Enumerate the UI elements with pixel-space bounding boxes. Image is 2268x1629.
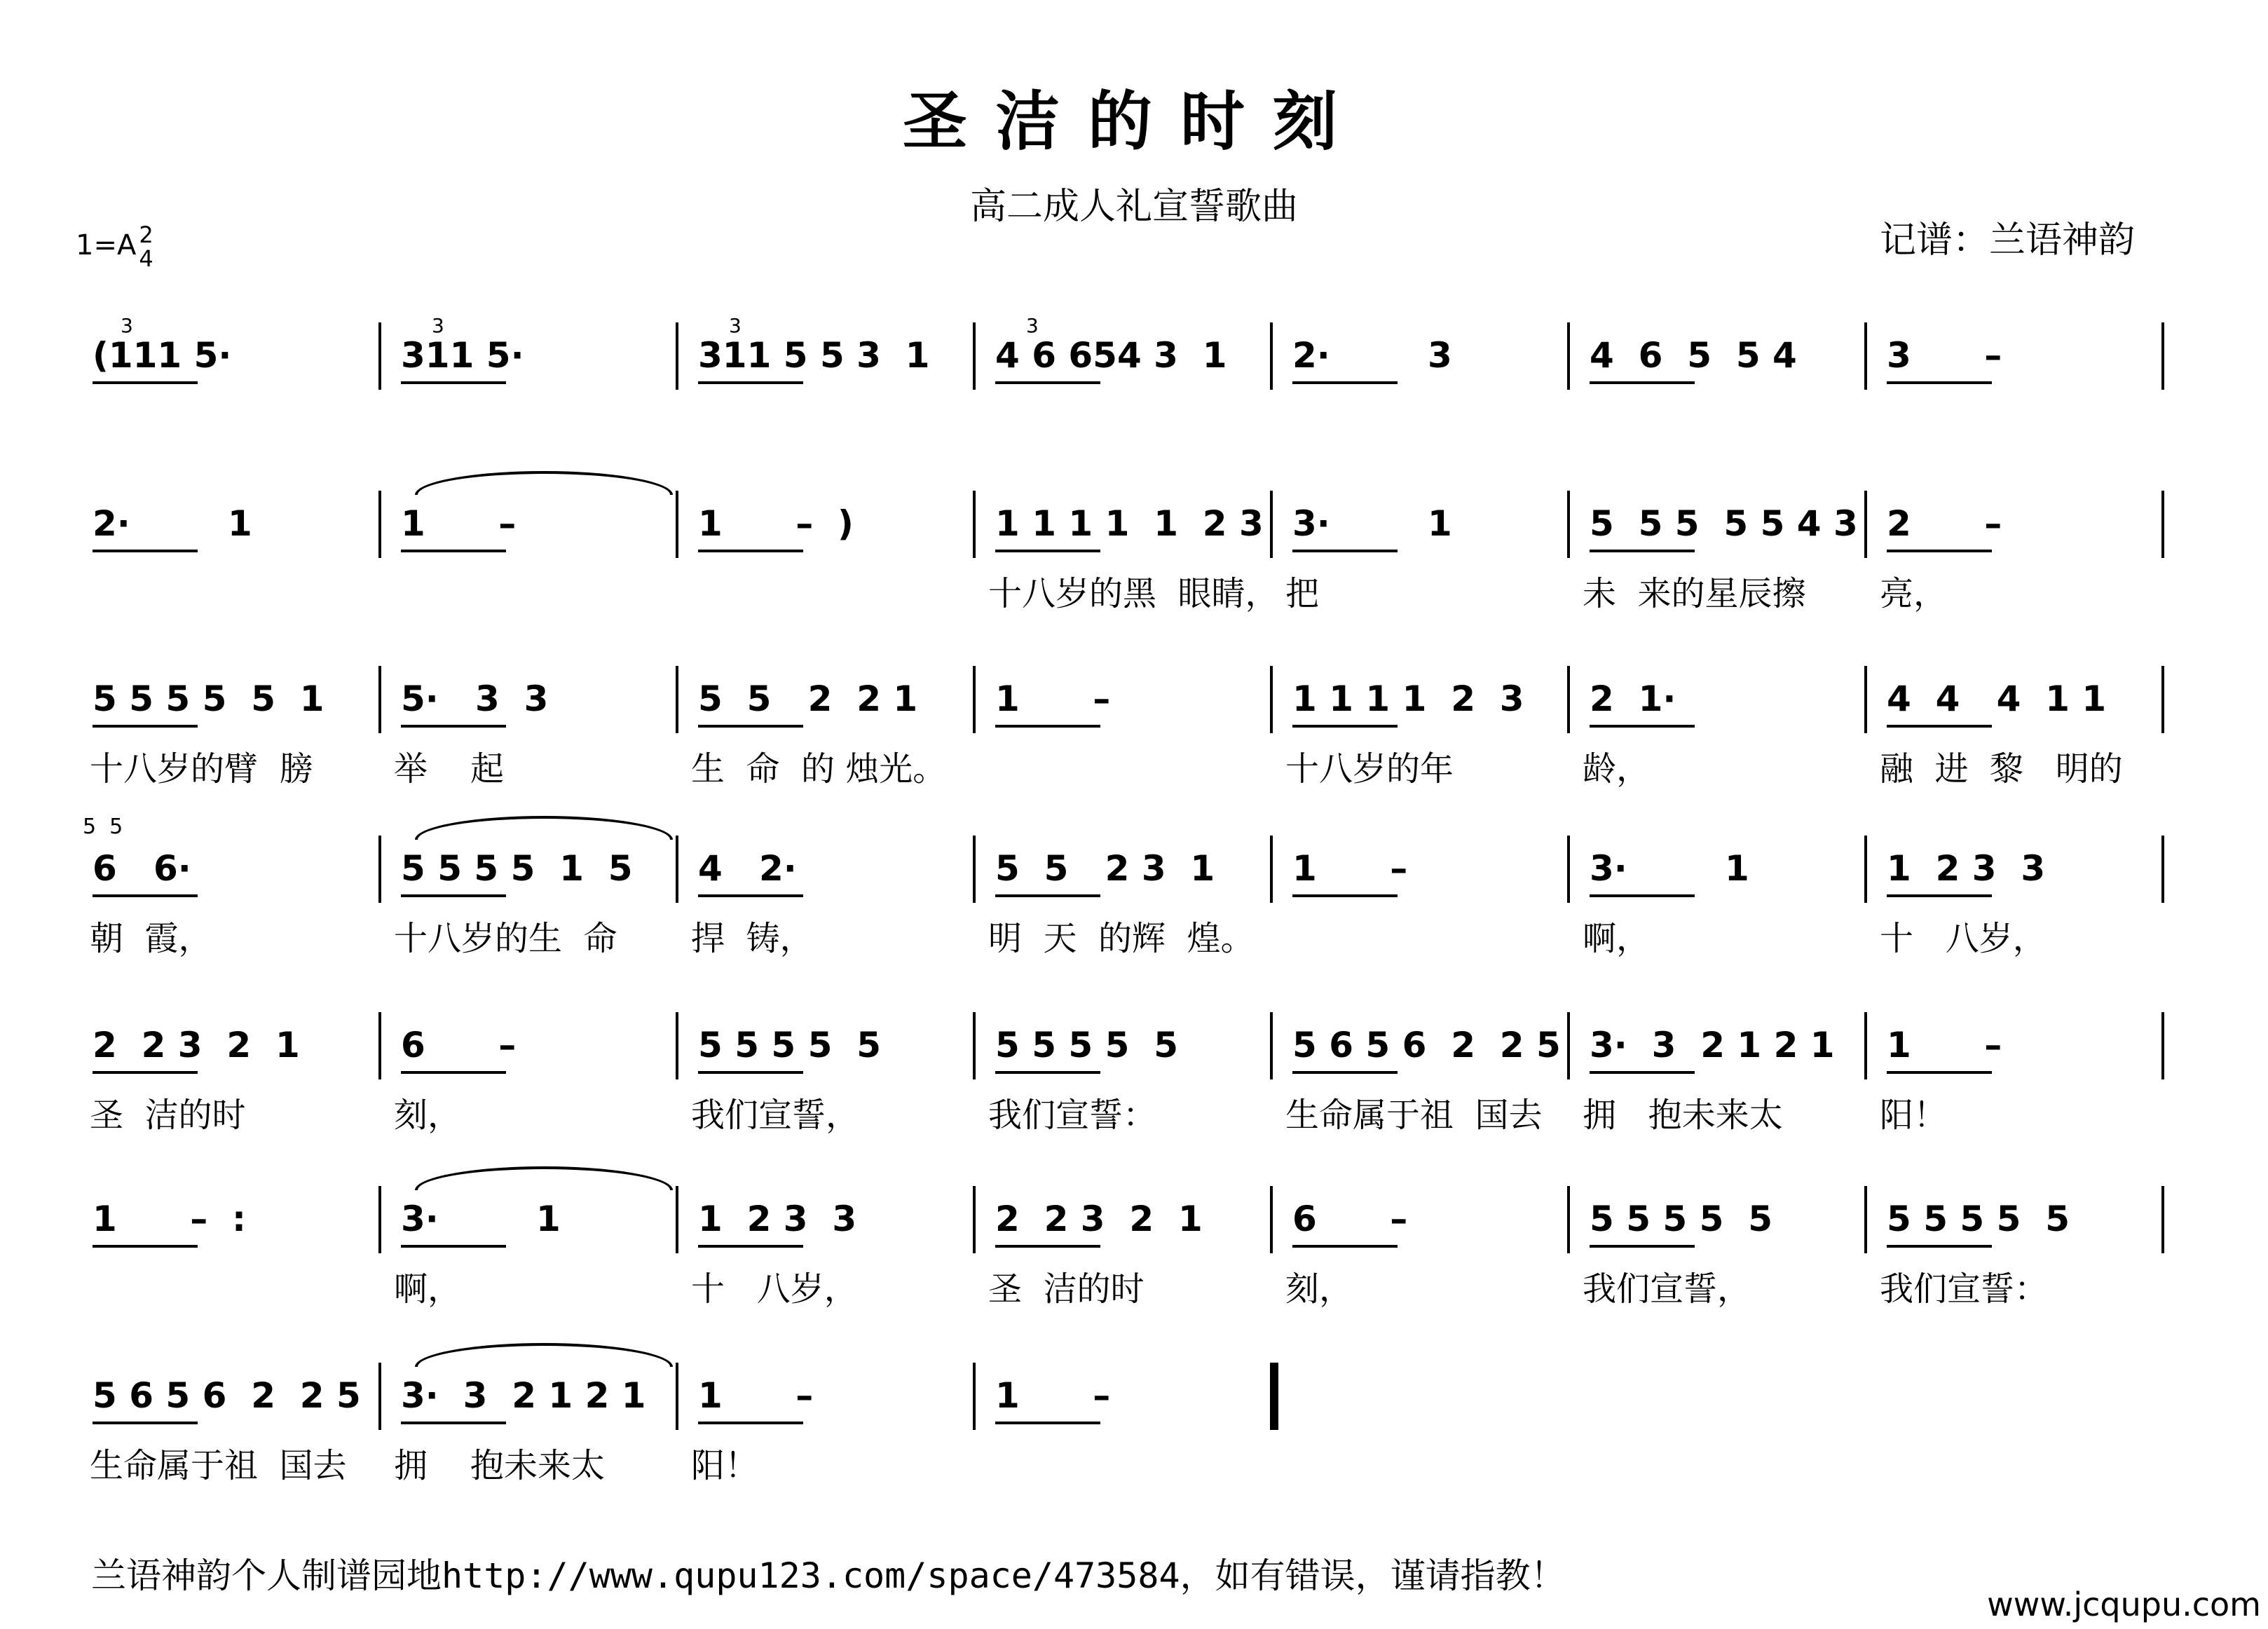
measure-notes: 5 5 5 5 5 <box>1887 1199 2070 1239</box>
barline <box>973 836 976 903</box>
barline <box>973 322 976 390</box>
note-beam <box>1887 1245 1992 1248</box>
barline <box>378 836 381 903</box>
barline <box>676 491 678 558</box>
barline <box>676 1186 678 1253</box>
measure-lyrics: 我们宣誓： <box>988 1096 1157 1135</box>
barline <box>1270 1012 1273 1079</box>
note-beam <box>401 1071 506 1074</box>
measure-notes: 1 2 3 3 <box>1887 848 2046 889</box>
barline <box>2161 322 2164 390</box>
barline <box>2161 836 2164 903</box>
measure-lyrics: 融 进 黎 明的 <box>1880 749 2123 789</box>
measure-lyrics: 我们宣誓， <box>1583 1269 1751 1309</box>
measure-notes: 5 5 5 5 5 1 <box>93 679 325 719</box>
tie-arc <box>415 471 673 495</box>
note-beam <box>1590 1245 1695 1248</box>
measure-lyrics: 朝 霞， <box>90 919 212 958</box>
barline <box>1567 491 1570 558</box>
measure-notes: 4 2· <box>698 848 797 889</box>
note-beam <box>93 1071 198 1074</box>
note-beam <box>698 1422 803 1424</box>
note-beam <box>401 894 506 897</box>
tie-arc <box>415 816 673 840</box>
barline <box>973 1186 976 1253</box>
barline <box>378 666 381 733</box>
note-beam <box>698 894 803 897</box>
measure-lyrics: 未 来的星辰擦 <box>1583 574 1806 613</box>
measure-lyrics: 举 起 <box>394 749 505 789</box>
barline <box>1567 836 1570 903</box>
note-beam <box>995 381 1100 384</box>
measure-notes: 1 2 3 3 <box>698 1199 857 1239</box>
site-watermark: www.jcqupu.com <box>1987 1586 2261 1623</box>
triplet-mark: 3 <box>729 314 742 337</box>
measure-notes: 5 5 2 3 1 <box>995 848 1215 889</box>
measure-lyrics: 刻， <box>1285 1269 1353 1309</box>
barline <box>676 836 678 903</box>
barline <box>1567 1186 1570 1253</box>
barline <box>2161 491 2164 558</box>
barline <box>973 1363 976 1430</box>
measure-lyrics: 亮， <box>1880 574 1948 613</box>
measure-lyrics: 圣 洁的时 <box>90 1096 246 1135</box>
measure-notes: 1 1 1 1 1 2 3 <box>995 503 1264 544</box>
note-beam <box>401 725 506 728</box>
measure-notes: 1 – <box>698 1375 814 1416</box>
measure-lyrics: 生命属于祖 国去 <box>90 1446 347 1485</box>
measure-notes: 5 5 5 5 5 4 3 <box>1590 503 1858 544</box>
barline <box>378 1363 381 1430</box>
measure-notes: 1 – <box>995 679 1111 719</box>
note-beam <box>1590 725 1695 728</box>
measure-notes: 3· 1 <box>1292 503 1452 544</box>
barline <box>973 491 976 558</box>
note-beam <box>401 550 506 552</box>
measure-lyrics: 我们宣誓： <box>1880 1269 2049 1309</box>
triplet-mark: 3 <box>1026 314 1039 337</box>
measure-notes: 3· 3 2 1 2 1 <box>401 1375 646 1416</box>
note-beam <box>698 381 803 384</box>
measure-notes: 5 6 5 6 2 2 5 <box>93 1375 361 1416</box>
measure-notes: 1 – <box>995 1375 1111 1416</box>
note-beam <box>1292 550 1398 552</box>
barline <box>378 1012 381 1079</box>
note-beam <box>1292 1071 1398 1074</box>
note-beam <box>93 550 198 552</box>
barline <box>1567 322 1570 390</box>
measure-notes: 4 6 654 3 1 <box>995 335 1227 376</box>
measure-lyrics: 十 八岁， <box>1880 919 2047 958</box>
note-beam <box>698 1245 803 1248</box>
barline <box>1864 491 1867 558</box>
measure-notes: 5 5 2 2 1 <box>698 679 918 719</box>
note-beam <box>995 725 1100 728</box>
note-beam <box>1887 725 1992 728</box>
note-beam <box>1887 550 1992 552</box>
note-beam <box>1887 894 1992 897</box>
note-beam <box>995 1422 1100 1424</box>
note-beam <box>93 894 198 897</box>
measure-lyrics: 十八岁的生 命 <box>394 919 617 958</box>
measure-lyrics: 十八岁的年 <box>1285 749 1454 789</box>
measure-notes: 5 5 5 5 1 5 <box>401 848 633 889</box>
note-beam <box>1887 1071 1992 1074</box>
final-barline <box>1270 1363 1278 1430</box>
note-beam <box>995 550 1100 552</box>
measure-notes: 1 – <box>401 503 517 544</box>
measure-notes: 5 5 5 5 5 <box>1590 1199 1772 1239</box>
triplet-mark: 3 <box>121 314 133 337</box>
note-beam <box>1590 381 1695 384</box>
note-beam <box>1292 1245 1398 1248</box>
note-beam <box>1887 381 1992 384</box>
measure-lyrics: 生 命 的 烛光。 <box>691 749 947 789</box>
time-bottom: 4 <box>139 245 153 272</box>
measure-notes: 3· 1 <box>401 1199 561 1239</box>
measure-notes: 2· 3 <box>1292 335 1452 376</box>
note-beam <box>698 725 803 728</box>
measure-notes: 1 – ) <box>698 503 854 544</box>
note-beam <box>93 725 198 728</box>
barline <box>1567 666 1570 733</box>
tie-arc <box>415 1343 673 1367</box>
note-beam <box>698 1071 803 1074</box>
footer-note: 兰语神韵个人制谱园地http://www.qupu123.com/space/473584，如有错误，谨请指教！ <box>91 1555 1566 1596</box>
measure-notes: 3· 3 2 1 2 1 <box>1590 1025 1835 1065</box>
barline <box>1270 666 1273 733</box>
note-beam <box>1590 894 1695 897</box>
measure-notes: 5 5 5 5 5 <box>995 1025 1178 1065</box>
barline <box>676 1363 678 1430</box>
barline <box>1567 1012 1570 1079</box>
measure-lyrics: 啊， <box>1583 919 1651 958</box>
barline <box>1864 836 1867 903</box>
key-signature <box>76 223 153 271</box>
barline <box>378 491 381 558</box>
barline <box>1864 666 1867 733</box>
measure-notes: 311 5· <box>401 335 524 376</box>
measure-lyrics: 十 八岁， <box>691 1269 858 1309</box>
measure-lyrics: 阳！ <box>691 1446 759 1485</box>
note-beam <box>995 1071 1100 1074</box>
measure-notes: 2· 1 <box>93 503 252 544</box>
measure-notes: 2 2 3 2 1 <box>93 1025 300 1065</box>
barline <box>676 1012 678 1079</box>
note-beam <box>93 1245 198 1248</box>
measure-lyrics: 啊， <box>394 1269 462 1309</box>
measure-notes: 5· 3 3 <box>401 679 549 719</box>
barline <box>1270 491 1273 558</box>
song-title: 圣洁的时刻 <box>902 83 1365 159</box>
grace-notes: 5 5 <box>83 814 123 839</box>
measure-notes: 1 – : <box>93 1199 247 1239</box>
barline <box>676 666 678 733</box>
measure-notes: 3· 1 <box>1590 848 1749 889</box>
barline <box>378 322 381 390</box>
note-beam <box>1590 550 1695 552</box>
measure-notes: 2 1· <box>1590 679 1676 719</box>
note-beam <box>995 894 1100 897</box>
note-beam <box>1292 725 1398 728</box>
barline <box>378 1186 381 1253</box>
barline <box>2161 666 2164 733</box>
measure-lyrics: 把 <box>1285 574 1320 613</box>
measure-notes: 6 – <box>1292 1199 1408 1239</box>
barline <box>1864 1186 1867 1253</box>
measure-notes: (111 5· <box>93 335 232 376</box>
measure-notes: 2 – <box>1887 503 2002 544</box>
measure-lyrics: 龄， <box>1583 749 1651 789</box>
barline <box>2161 1186 2164 1253</box>
note-beam <box>995 1245 1100 1248</box>
measure-lyrics: 明 天 的辉 煌。 <box>988 919 1255 958</box>
note-beam <box>1590 1071 1695 1074</box>
barline <box>1864 1012 1867 1079</box>
barline <box>1270 836 1273 903</box>
key-label: 1=A <box>76 229 137 261</box>
barline <box>2161 1012 2164 1079</box>
measure-notes: 6 6· <box>93 848 191 889</box>
note-beam <box>401 1422 506 1424</box>
measure-lyrics: 生命属于祖 国去 <box>1285 1096 1543 1135</box>
note-beam <box>1292 381 1398 384</box>
measure-lyrics: 十八岁的黑 眼睛， <box>988 574 1279 613</box>
measure-notes: 5 6 5 6 2 2 5 <box>1292 1025 1561 1065</box>
barline <box>1270 322 1273 390</box>
time-top: 2 <box>139 221 153 248</box>
barline <box>676 322 678 390</box>
time-signature <box>139 223 153 271</box>
tie-arc <box>415 1166 673 1190</box>
measure-notes: 6 – <box>401 1025 517 1065</box>
barline <box>1864 322 1867 390</box>
note-beam <box>698 550 803 552</box>
song-subtitle: 高二成人礼宣誓歌曲 <box>969 186 1298 228</box>
measure-notes: 1 – <box>1887 1025 2002 1065</box>
barline <box>1270 1186 1273 1253</box>
measure-lyrics: 十八岁的臂 膀 <box>90 749 313 789</box>
measure-notes: 3 – <box>1887 335 2002 376</box>
measure-notes: 4 4 4 1 1 <box>1887 679 2107 719</box>
measure-lyrics: 圣 洁的时 <box>988 1269 1145 1309</box>
measure-notes: 5 5 5 5 5 <box>698 1025 881 1065</box>
measure-lyrics: 拥 抱未来太 <box>1583 1096 1783 1135</box>
measure-lyrics: 捍 铸， <box>691 919 814 958</box>
measure-notes: 1 1 1 1 2 3 <box>1292 679 1524 719</box>
note-beam <box>93 381 198 384</box>
measure-lyrics: 拥 抱未来太 <box>394 1446 606 1485</box>
barline <box>973 1012 976 1079</box>
measure-notes: 311 5 5 3 1 <box>698 335 930 376</box>
triplet-mark: 3 <box>432 314 444 337</box>
measure-notes: 4 6 5 5 4 <box>1590 335 1797 376</box>
measure-notes: 1 – <box>1292 848 1408 889</box>
notation-credit: 记谱：兰语神韵 <box>1879 219 2135 261</box>
note-beam <box>1292 894 1398 897</box>
measure-lyrics: 刻， <box>394 1096 462 1135</box>
measure-notes: 2 2 3 2 1 <box>995 1199 1203 1239</box>
measure-lyrics: 我们宣誓， <box>691 1096 860 1135</box>
note-beam <box>93 1422 198 1424</box>
barline <box>973 666 976 733</box>
note-beam <box>401 381 506 384</box>
note-beam <box>401 1245 506 1248</box>
measure-lyrics: 阳！ <box>1880 1096 1948 1135</box>
